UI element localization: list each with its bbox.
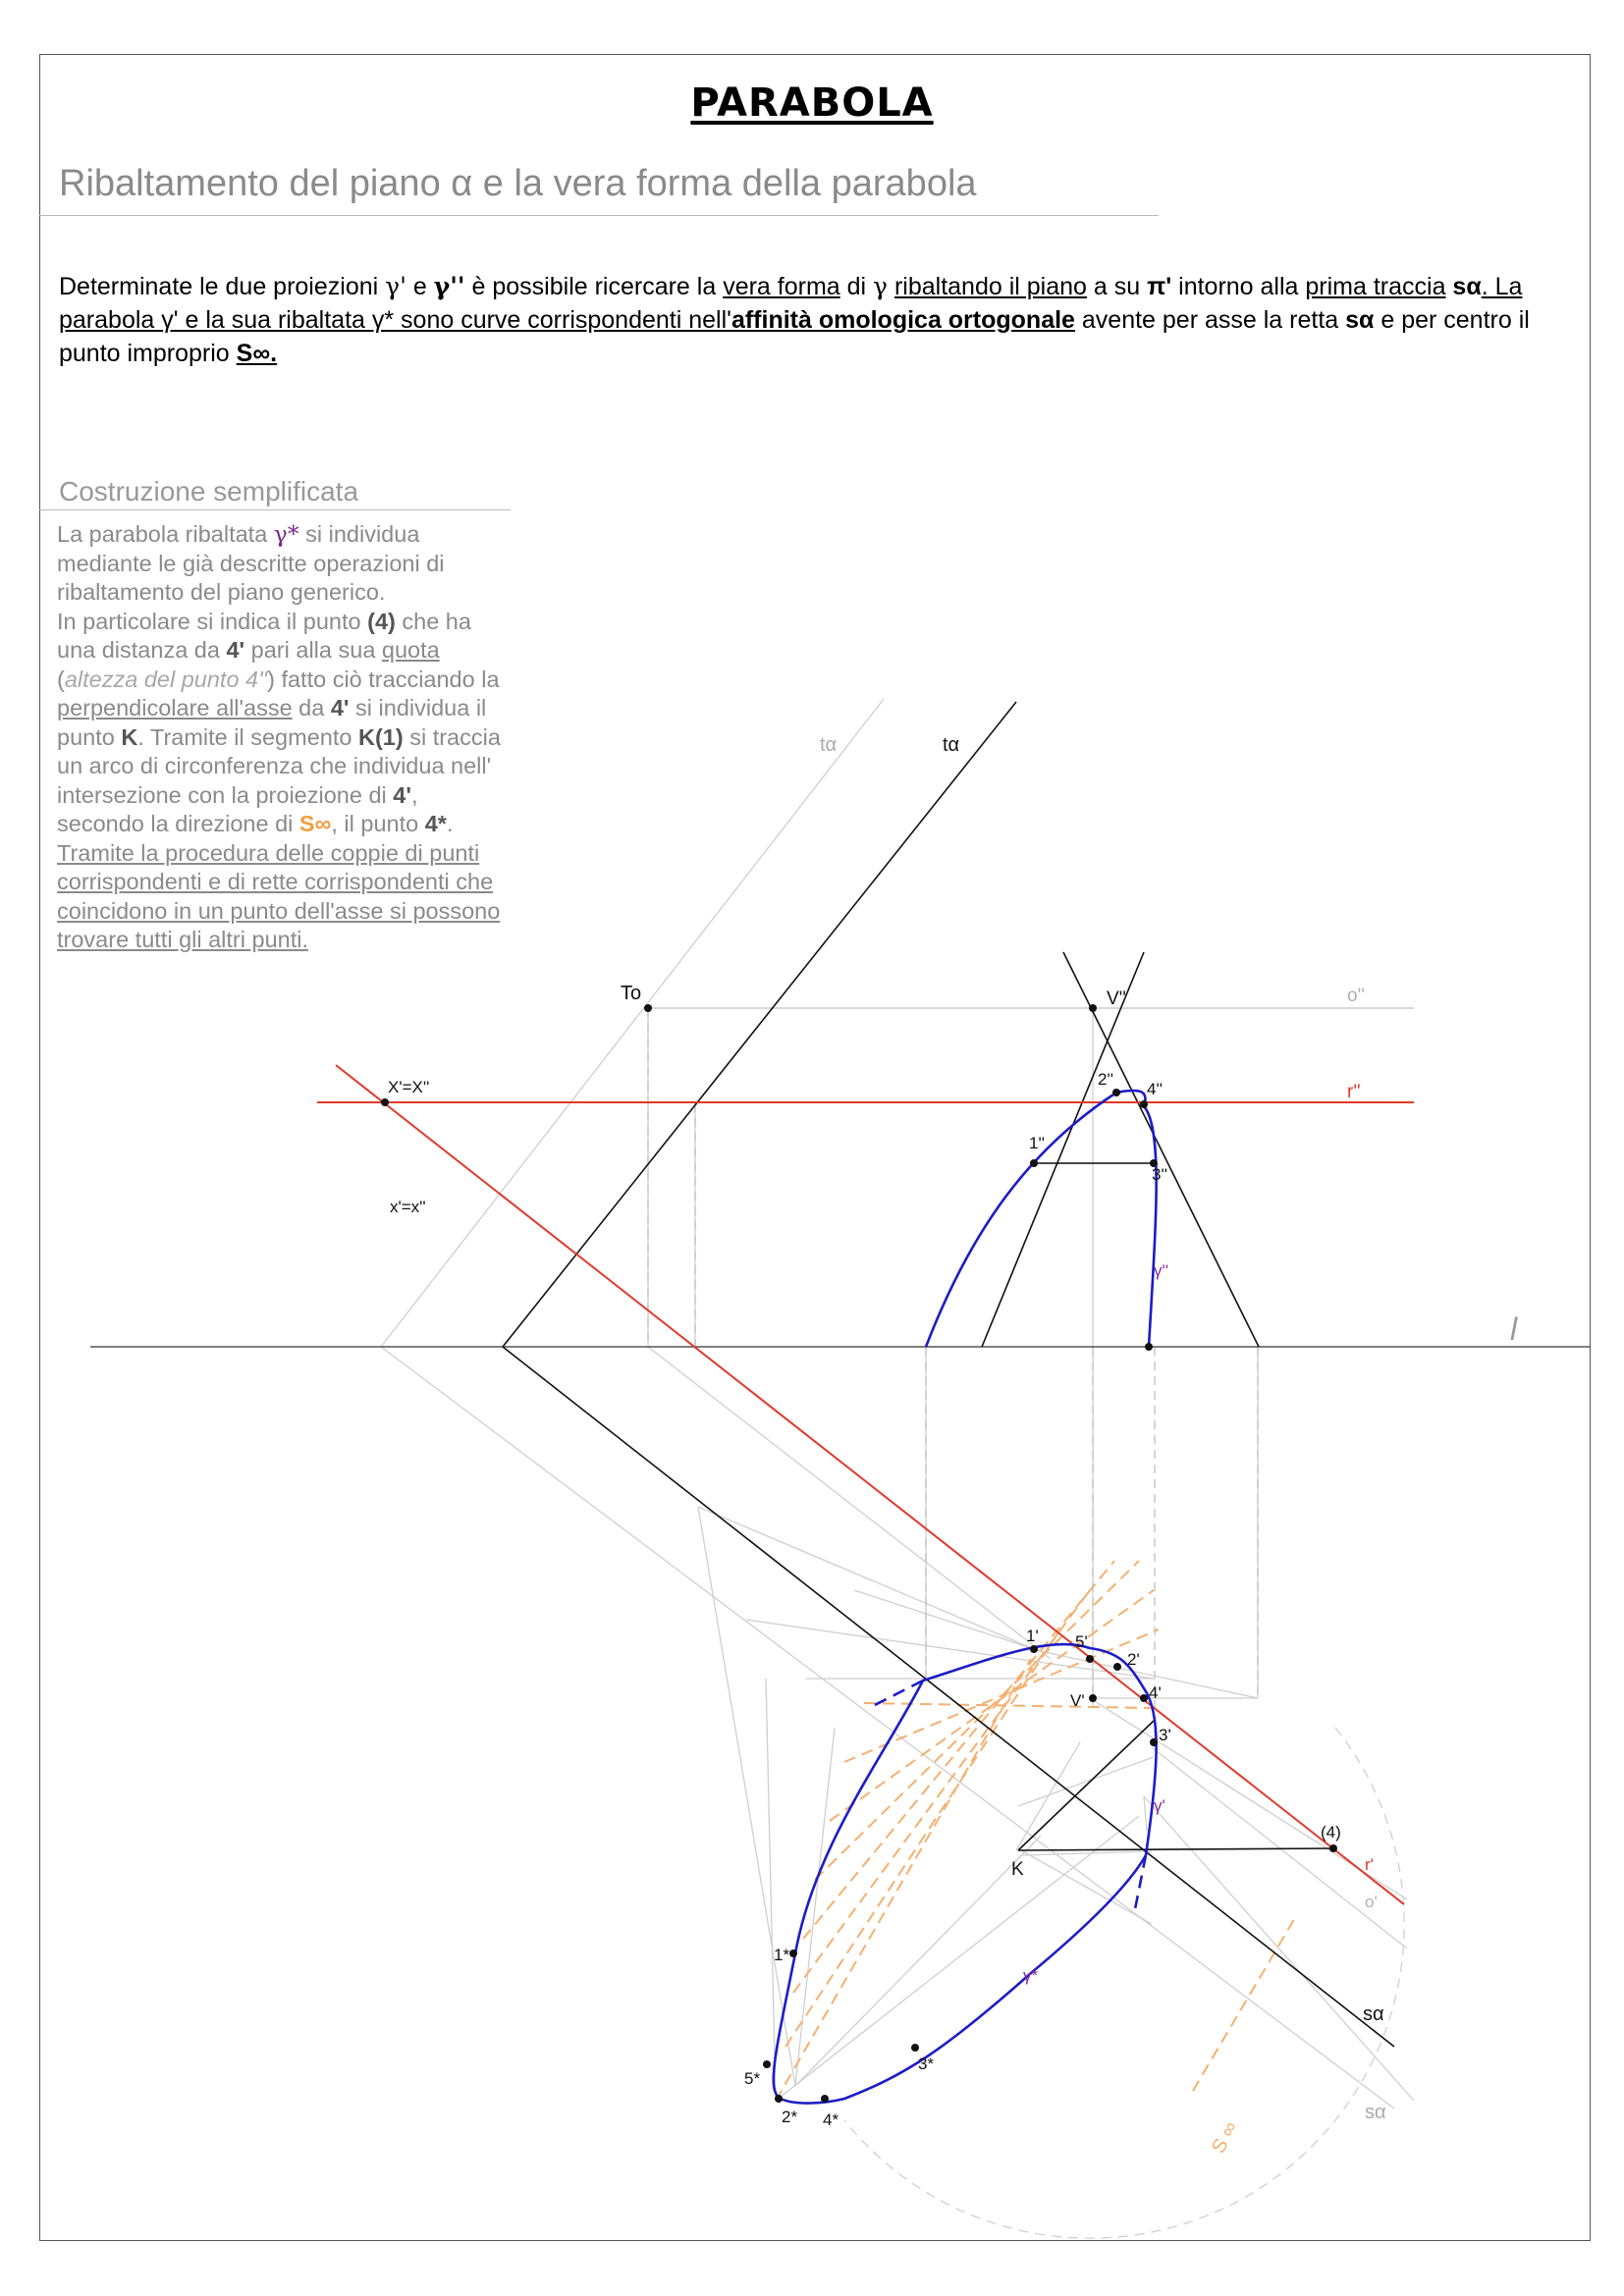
label-1-second: 1''	[1029, 1134, 1045, 1152]
section-title: Costruzione semplificata	[59, 476, 359, 507]
label-V2: V''	[1107, 988, 1126, 1009]
plane-traces	[503, 702, 1394, 2047]
label-ta: tα	[943, 734, 960, 756]
label-4-second: 4''	[1147, 1080, 1163, 1098]
page-subtitle: Ribaltamento del piano α e la vera forma della parabola	[59, 163, 977, 204]
curve-extensions	[869, 1681, 1146, 1914]
label-o2: o''	[1347, 986, 1365, 1006]
label-1-star: 1*	[774, 1946, 790, 1964]
label-2-star: 2*	[782, 2108, 798, 2126]
label-r1: r'	[1365, 1855, 1374, 1874]
label-3-second: 3''	[1152, 1165, 1167, 1184]
label-gammastar: γ*	[1023, 1966, 1039, 1985]
label-V-prime: V'	[1070, 1691, 1085, 1710]
construction-lines	[381, 699, 1414, 2109]
projection-dashes	[648, 1008, 1258, 1747]
points	[381, 1004, 1337, 2103]
label-XX: X'=X''	[388, 1078, 430, 1096]
rotation-arc	[844, 1728, 1404, 2238]
label-4-star: 4*	[823, 2110, 839, 2129]
label-5-star: 5*	[744, 2069, 761, 2088]
label-5-prime: 5'	[1075, 1632, 1088, 1651]
intro-paragraph: Determinate le due proiezioni γ' e γ'' è possibile ricercare la vera forma di γ ribaltando il piano a su π' intorno alla prima traccia sα. La parabola γ' e la sua ribaltata γ* sono curve corrispondenti nell'affinità omologica ortogonale avente per asse la retta sα e per centro il punto improprio S∞.	[59, 272, 1530, 367]
label-ta-grey: tα	[820, 734, 838, 756]
label-4-paren: (4)	[1321, 1823, 1341, 1842]
label-gamma2: γ''	[1154, 1261, 1168, 1280]
label-Soo: S ∞	[1207, 2117, 1242, 2158]
label-3-prime: 3'	[1159, 1726, 1171, 1744]
parabola-curves	[774, 1091, 1157, 2104]
label-sa: sα	[1363, 2003, 1384, 2025]
label-o1: o'	[1365, 1893, 1378, 1911]
label-gamma1: γ'	[1154, 1796, 1165, 1815]
label-r2: r''	[1347, 1082, 1361, 1102]
label-1-prime: 1'	[1026, 1627, 1039, 1645]
label-sa-grey: sα	[1365, 2102, 1386, 2123]
label-To: To	[621, 983, 642, 1004]
label-l: l	[1510, 1311, 1518, 1347]
section-text: La parabola ribaltata γ* si individua mediante le già descritte operazioni di ribaltamento del piano generico. In particolare si indica il punto (4) che ha una distanza da 4' pari alla sua quota (altezza del punto 4'') fatto ciò tracciando la perpendicolare all'asse da 4' si individua il punto K. Tramite il segmento K(1) si traccia un arco di circonferenza che individua nell' intersezione con la proiezione di 4', secondo la direzione di S∞, il punto 4*. Tramite la procedura delle coppie di punti corrispondenti e di rette corrispondenti che coincidono in un punto dell'asse si possono trovare tutti gli altri punti.	[57, 520, 501, 952]
label-2-prime: 2'	[1127, 1650, 1140, 1669]
label-2-second: 2''	[1098, 1070, 1113, 1089]
label-K: K	[1011, 1859, 1024, 1880]
label-4-prime: 4'	[1149, 1683, 1162, 1702]
label-3-star: 3*	[918, 2055, 935, 2073]
page-title: PARABOLA	[690, 80, 934, 126]
label-xx: x'=x''	[390, 1198, 426, 1216]
